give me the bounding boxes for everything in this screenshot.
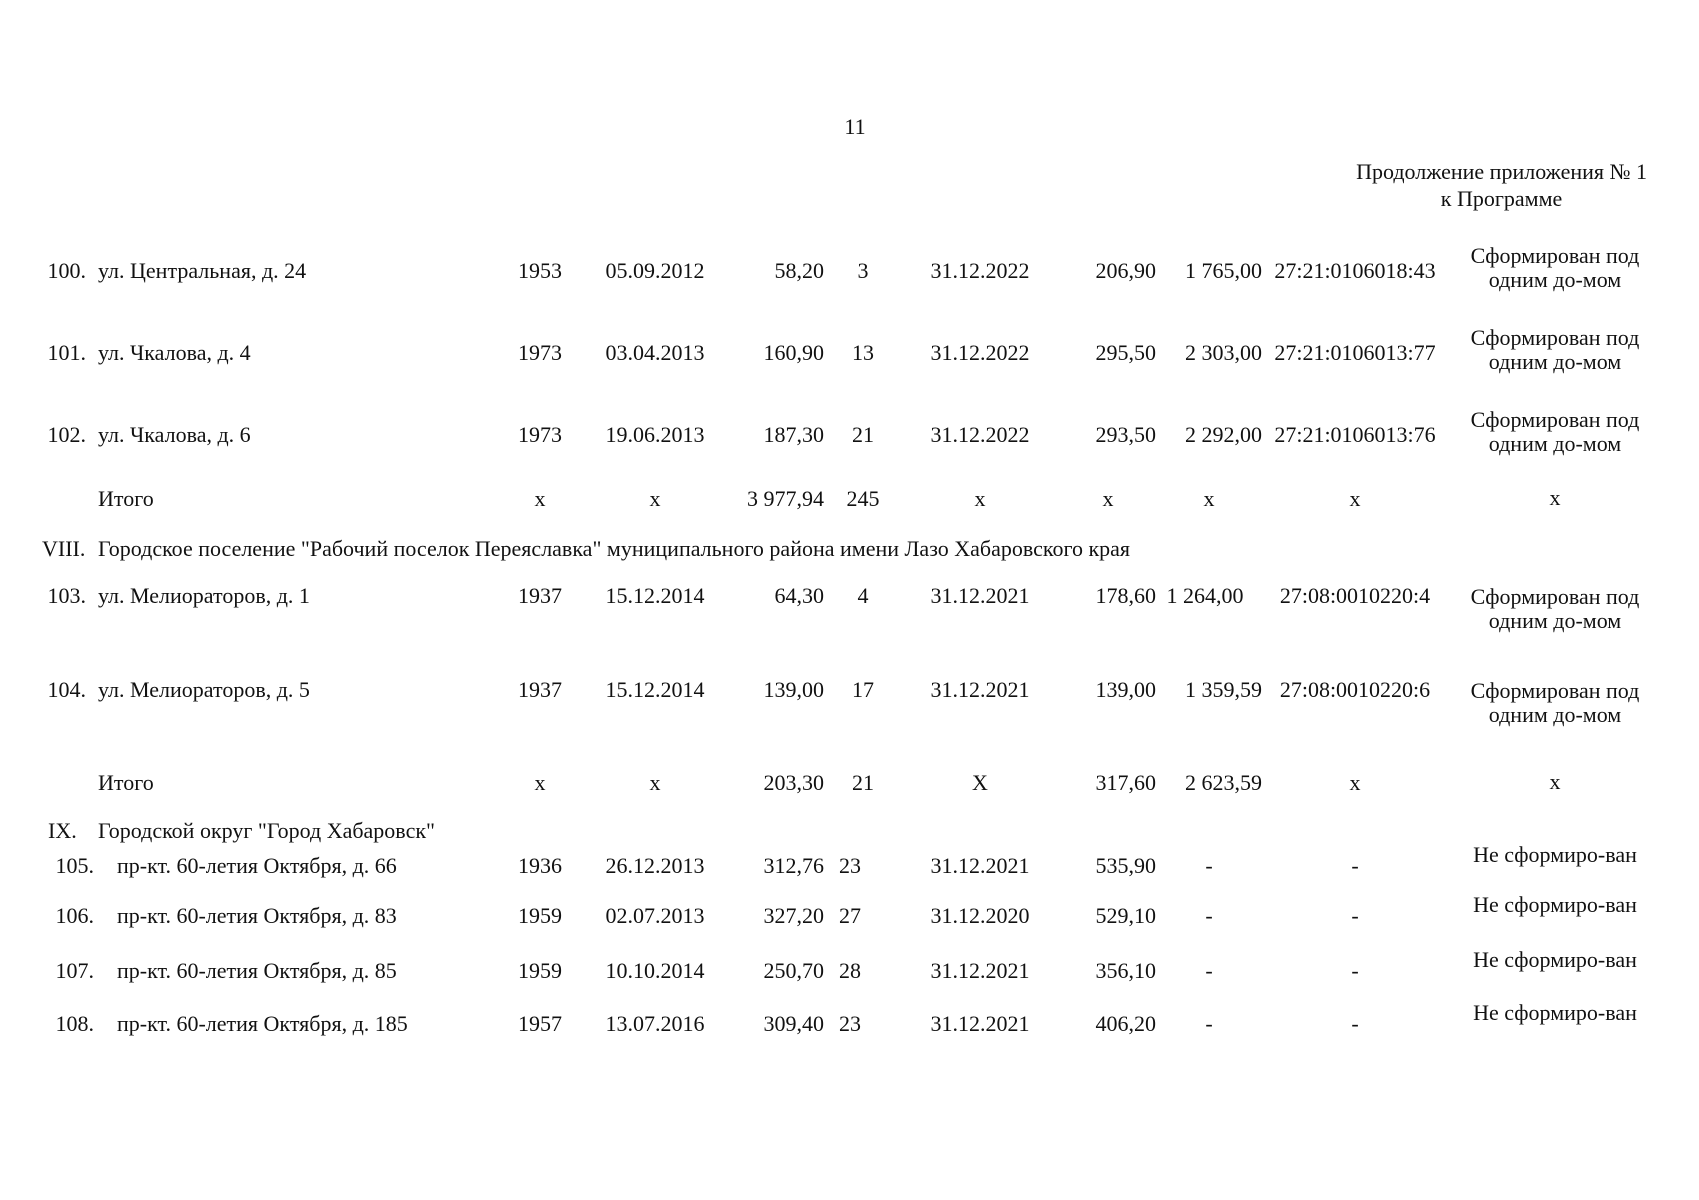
row-date: 19.06.2013	[605, 422, 705, 447]
row-address: ул. Чкалова, д. 6	[98, 422, 251, 447]
row-cadastral: -	[1351, 1011, 1359, 1036]
total-date: х	[649, 486, 661, 511]
total-area: 203,30	[763, 770, 824, 795]
row-cost: 1 264,00	[1166, 583, 1244, 608]
total-year: х	[534, 770, 546, 795]
row-status: Сформирован под одним до-мом	[1470, 584, 1640, 633]
total-total-area: 317,60	[1095, 770, 1156, 795]
row-status: Не сформиро-ван	[1473, 947, 1637, 972]
total-year: х	[534, 486, 546, 511]
row-area: 309,40	[763, 1011, 824, 1036]
row-year: 1957	[518, 1011, 562, 1036]
row-cadastral: 27:08:0010220:6	[1279, 677, 1431, 702]
row-plan-date: 31.12.2021	[930, 583, 1030, 608]
row-status: Сформирован под одним до-мом	[1470, 243, 1640, 292]
total-count: 245	[846, 486, 880, 511]
table-row	[0, 407, 1699, 456]
row-address: пр-кт. 60-летия Октября, д. 85	[117, 958, 397, 983]
total-cadastral: х	[1349, 486, 1361, 511]
row-status: Не сформиро-ван	[1473, 1000, 1637, 1025]
row-number: 100.	[47, 258, 86, 283]
row-count: 23	[839, 853, 861, 878]
row-number: 101.	[47, 340, 86, 365]
row-year: 1936	[518, 853, 562, 878]
row-cadastral: -	[1351, 958, 1359, 983]
row-plan-date: 31.12.2021	[930, 958, 1030, 983]
row-count: 21	[852, 422, 874, 447]
row-address: пр-кт. 60-летия Октября, д. 83	[117, 903, 397, 928]
appendix-heading-line1: Продолжение приложения № 1	[1356, 159, 1647, 184]
total-status: х	[1549, 485, 1561, 510]
row-plan-date: 31.12.2021	[930, 853, 1030, 878]
table-row	[0, 1000, 1699, 1041]
row-year: 1973	[518, 340, 562, 365]
appendix-heading	[1356, 158, 1647, 212]
total-plan-date: х	[974, 486, 986, 511]
row-number: 108.	[55, 1011, 94, 1036]
row-count: 13	[852, 340, 874, 365]
row-cost: -	[1205, 853, 1213, 878]
row-total-area: 139,00	[1095, 677, 1156, 702]
row-address: пр-кт. 60-летия Октября, д. 66	[117, 853, 397, 878]
row-plan-date: 31.12.2022	[930, 340, 1030, 365]
row-status: Сформирован под одним до-мом	[1470, 325, 1640, 374]
table-row	[0, 842, 1699, 883]
row-count: 28	[839, 958, 861, 983]
section-number: IX.	[48, 818, 77, 843]
row-area: 64,30	[774, 583, 824, 608]
total-date: х	[649, 770, 661, 795]
row-plan-date: 31.12.2022	[930, 258, 1030, 283]
total-count: 21	[852, 770, 874, 795]
row-count: 4	[857, 583, 869, 608]
total-label: Итого	[98, 486, 154, 511]
row-year: 1937	[518, 583, 562, 608]
row-total-area: 529,10	[1095, 903, 1156, 928]
section-title: Городской округ "Город Хабаровск"	[98, 818, 436, 843]
row-date: 03.04.2013	[605, 340, 705, 365]
row-cadastral: 27:08:0010220:4	[1279, 583, 1431, 608]
row-count: 27	[839, 903, 861, 928]
row-cost: -	[1205, 1011, 1213, 1036]
row-cost: 2 303,00	[1185, 340, 1262, 365]
row-year: 1937	[518, 677, 562, 702]
row-plan-date: 31.12.2021	[930, 1011, 1030, 1036]
section-heading	[0, 818, 1699, 848]
row-address: ул. Чкалова, д. 4	[98, 340, 251, 365]
row-cost: 2 292,00	[1185, 422, 1262, 447]
row-count: 3	[857, 258, 869, 283]
row-total-area: 178,60	[1095, 583, 1156, 608]
row-number: 102.	[47, 422, 86, 447]
row-status: Сформирован под одним до-мом	[1470, 678, 1640, 727]
appendix-heading-line2: к Программе	[1440, 186, 1563, 211]
total-label: Итого	[98, 770, 154, 795]
total-area: 3 977,94	[747, 486, 824, 511]
table-row	[0, 243, 1699, 292]
row-date: 15.12.2014	[605, 677, 705, 702]
row-total-area: 206,90	[1095, 258, 1156, 283]
page-number: 11	[844, 114, 866, 139]
row-cost: -	[1205, 958, 1213, 983]
row-count: 23	[839, 1011, 861, 1036]
row-date: 15.12.2014	[605, 583, 705, 608]
row-date: 02.07.2013	[605, 903, 705, 928]
row-cadastral: 27:21:0106018:43	[1274, 258, 1436, 283]
row-number: 105.	[55, 853, 94, 878]
row-area: 312,76	[763, 853, 824, 878]
row-area: 327,20	[763, 903, 824, 928]
table-row	[0, 325, 1699, 374]
row-address: ул. Центральная, д. 24	[98, 258, 307, 283]
total-total-area: х	[1102, 486, 1114, 511]
row-total-area: 406,20	[1095, 1011, 1156, 1036]
row-number: 107.	[55, 958, 94, 983]
row-total-area: 295,50	[1095, 340, 1156, 365]
row-total-area: 356,10	[1095, 958, 1156, 983]
section-heading	[0, 536, 1699, 566]
row-status: Не сформиро-ван	[1473, 842, 1637, 867]
row-cost: -	[1205, 903, 1213, 928]
row-plan-date: 31.12.2021	[930, 677, 1030, 702]
row-date: 05.09.2012	[605, 258, 705, 283]
total-status: х	[1549, 769, 1561, 794]
table-row	[0, 947, 1699, 988]
row-date: 26.12.2013	[605, 853, 705, 878]
row-area: 139,00	[763, 677, 824, 702]
row-year: 1973	[518, 422, 562, 447]
total-row	[0, 770, 1699, 800]
row-number: 106.	[55, 903, 94, 928]
row-status: Сформирован под одним до-мом	[1470, 407, 1640, 456]
row-address: ул. Мелиораторов, д. 1	[98, 583, 310, 608]
row-cadastral: -	[1351, 903, 1359, 928]
row-status: Не сформиро-ван	[1473, 892, 1637, 917]
total-cost: х	[1203, 486, 1215, 511]
row-plan-date: 31.12.2022	[930, 422, 1030, 447]
row-area: 160,90	[763, 340, 824, 365]
row-number: 104.	[47, 677, 86, 702]
row-total-area: 293,50	[1095, 422, 1156, 447]
table-row	[0, 677, 1699, 727]
total-row	[0, 486, 1699, 516]
row-cadastral: 27:21:0106013:76	[1274, 422, 1436, 447]
row-year: 1959	[518, 903, 562, 928]
row-year: 1953	[518, 258, 562, 283]
row-date: 13.07.2016	[605, 1011, 705, 1036]
table-row	[0, 583, 1699, 633]
row-area: 187,30	[763, 422, 824, 447]
row-number: 103.	[47, 583, 86, 608]
row-cost: 1 359,59	[1185, 677, 1262, 702]
total-plan-date: Х	[972, 770, 988, 795]
row-address: ул. Мелиораторов, д. 5	[98, 677, 310, 702]
row-year: 1959	[518, 958, 562, 983]
row-cadastral: 27:21:0106013:77	[1274, 340, 1436, 365]
table-row	[0, 892, 1699, 933]
row-area: 250,70	[763, 958, 824, 983]
row-address: пр-кт. 60-летия Октября, д. 185	[117, 1011, 408, 1036]
total-cadastral: х	[1349, 770, 1361, 795]
row-total-area: 535,90	[1095, 853, 1156, 878]
row-plan-date: 31.12.2020	[930, 903, 1030, 928]
row-cadastral: -	[1351, 853, 1359, 878]
section-number: VIII.	[42, 536, 86, 561]
section-title: Городское поселение "Рабочий поселок Переяславка" муниципального района имени Лазо Хабаровского края	[98, 536, 1131, 561]
row-count: 17	[852, 677, 874, 702]
row-date: 10.10.2014	[605, 958, 705, 983]
total-cost: 2 623,59	[1185, 770, 1262, 795]
row-area: 58,20	[774, 258, 824, 283]
row-cost: 1 765,00	[1185, 258, 1262, 283]
